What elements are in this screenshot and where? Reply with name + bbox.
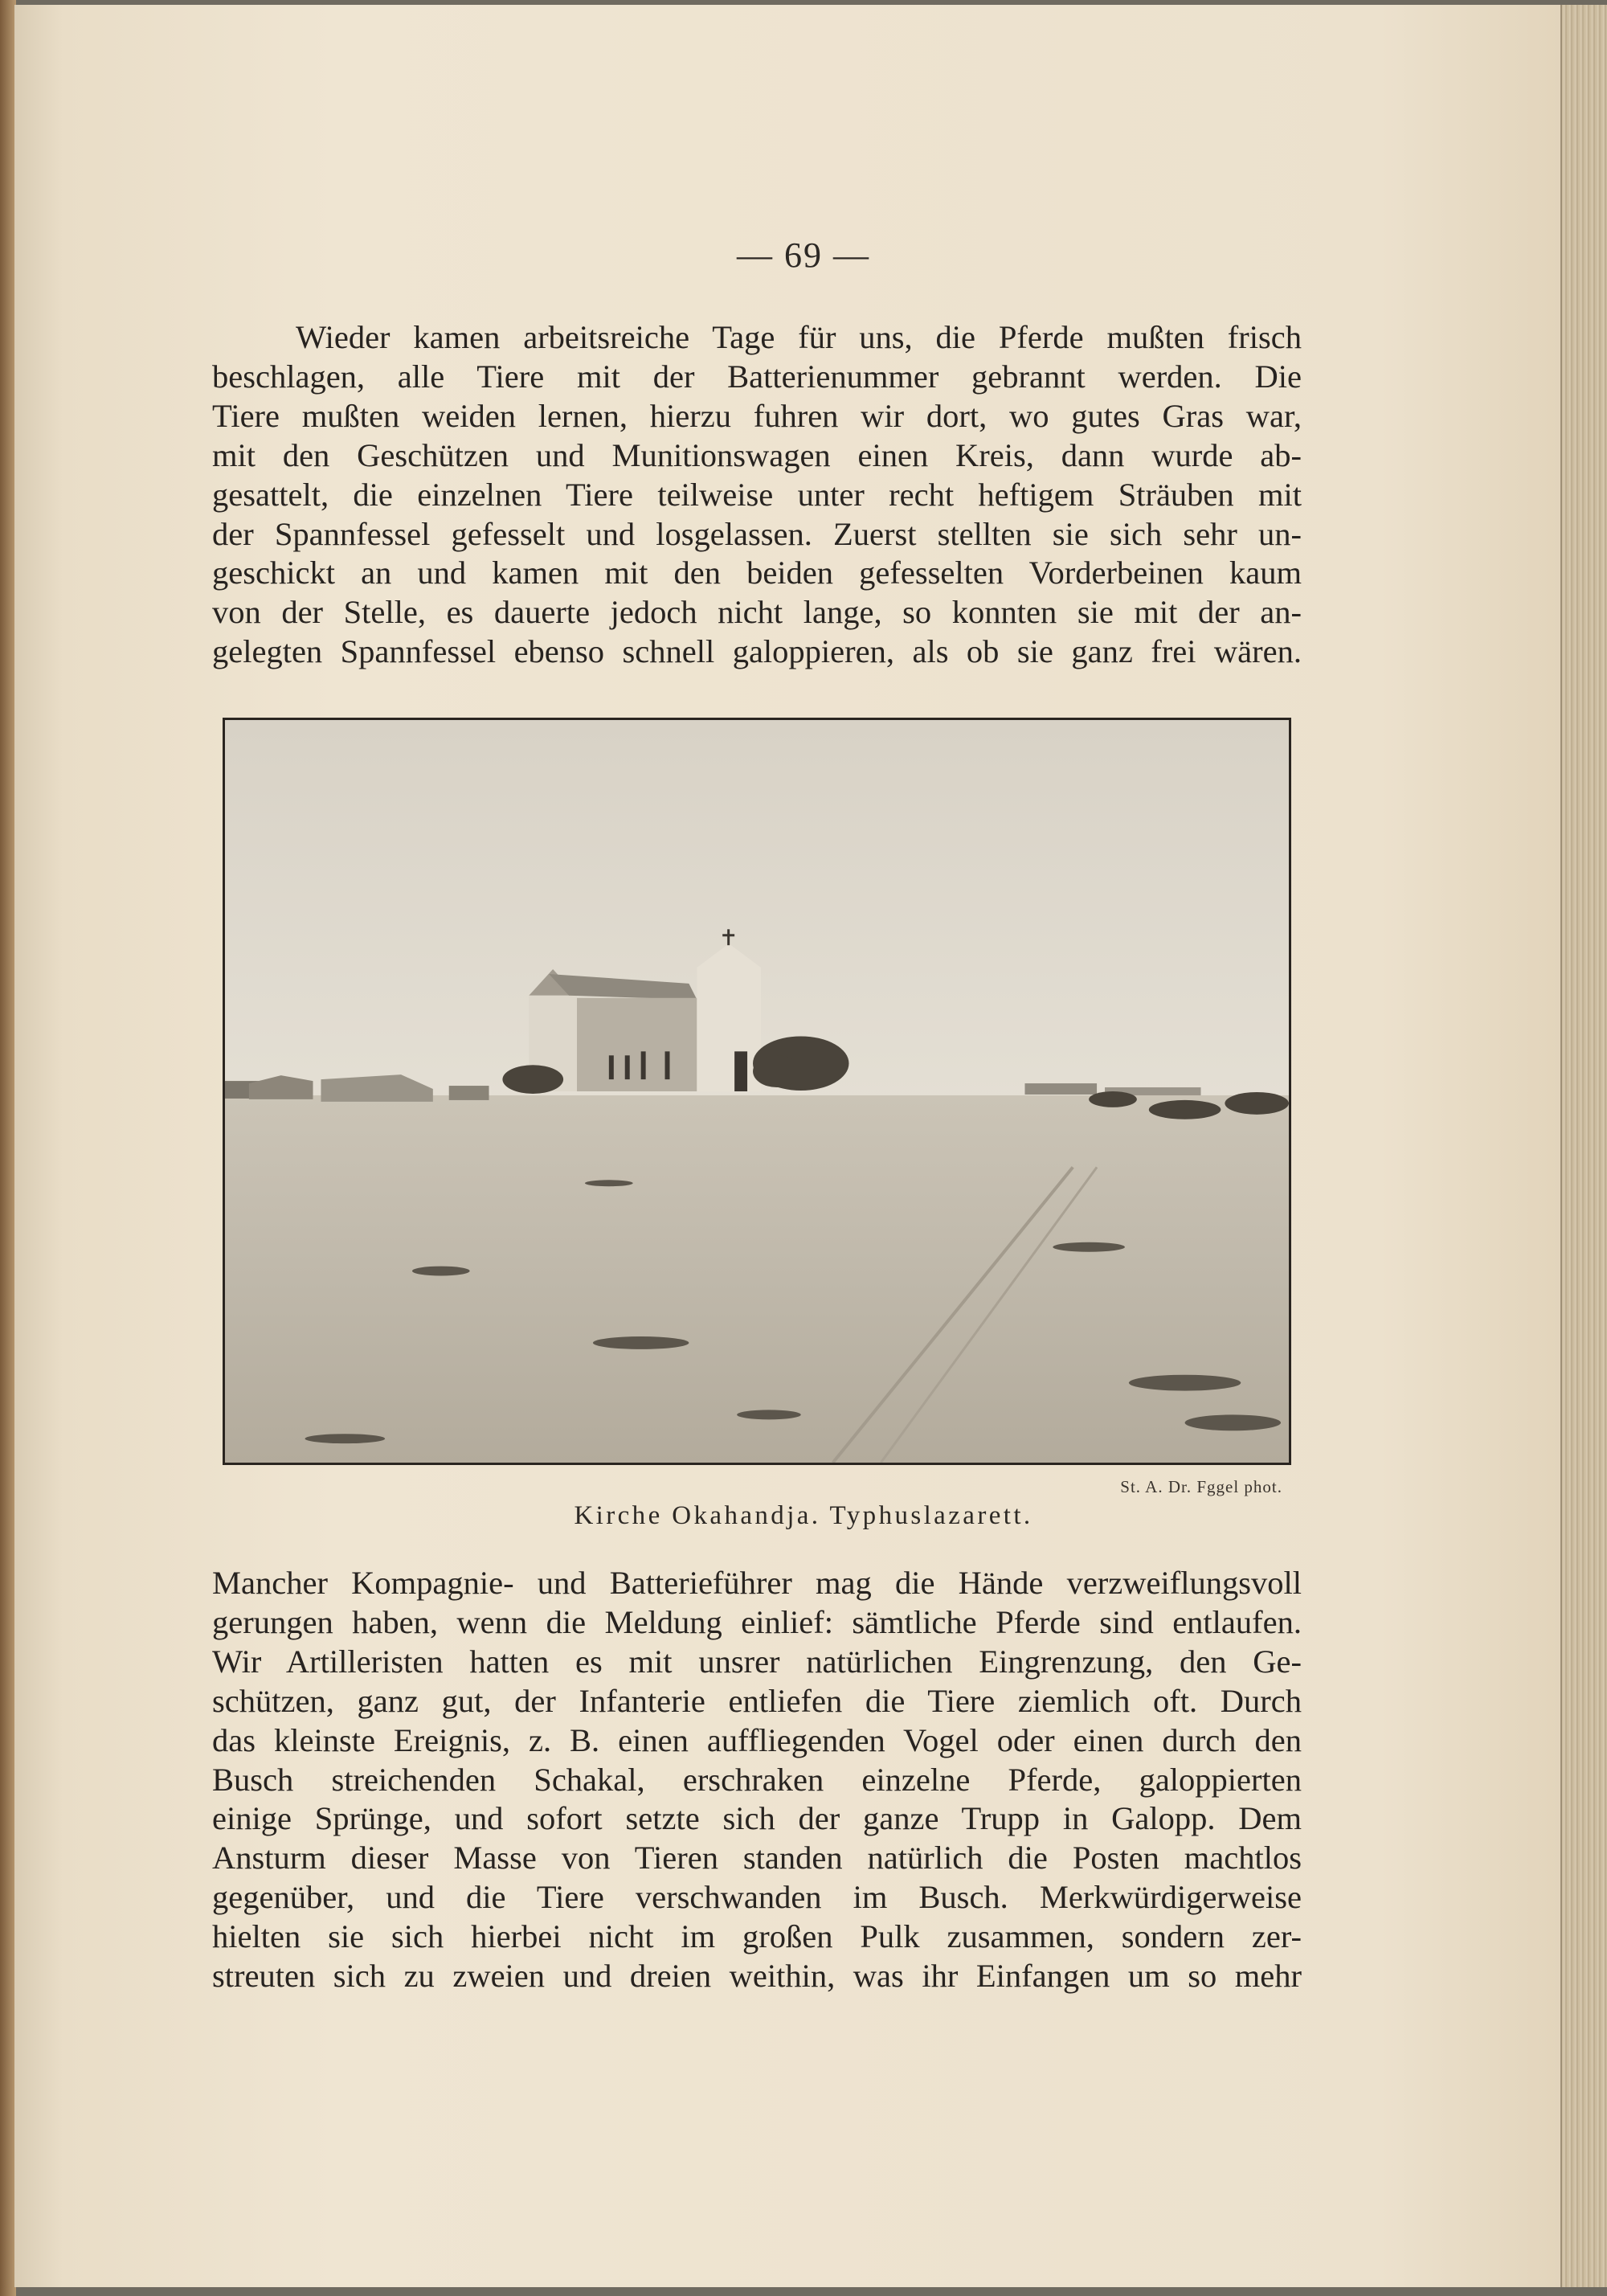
- text-line: streuten sich zu zweien und dreien weithin, was ihr Einfangen um so mehr: [212, 1958, 1302, 1995]
- photo-credit: St. A. Dr. Fggel phot.: [1120, 1477, 1282, 1496]
- text-line: einige Sprünge, und sofort setzte sich der ganze Trupp in Galopp. Dem: [212, 1800, 1302, 1837]
- text-line: Mancher Kompagnie- und Batterieführer mag die Hände verzweiflungsvoll: [212, 1565, 1302, 1601]
- page-edges: [1560, 5, 1607, 2287]
- text-line: geschickt an und kamen mit den beiden gefesselten Vorderbeinen kaum: [212, 555, 1302, 591]
- text-line: das kleinste Ereignis, z. B. einen auffliegenden Vogel oder einen durch den: [212, 1721, 1302, 1758]
- text-line: von der Stelle, es dauerte jedoch nicht lange, so konnten sie mit der an-: [212, 594, 1302, 631]
- figure-caption: Kirche Okahandja. Typhuslazarett.: [574, 1501, 1033, 1530]
- text-line: Busch streichenden Schakal, erschraken einzelne Pferde, galoppierten: [212, 1761, 1302, 1798]
- text-line: schützen, ganz gut, der Infanterie entliefen die Tiere ziemlich oft. Durch: [212, 1682, 1302, 1719]
- text-line: mit den Geschützen und Munitionswagen einen Kreis, dann wurde ab-: [212, 436, 1302, 473]
- text-line: beschlagen, alle Tiere mit der Batterienummer gebrannt werden. Die: [212, 358, 1302, 395]
- text-line: Wir Artilleristen hatten es mit unsrer natürlichen Eingrenzung, den Ge-: [212, 1643, 1302, 1680]
- text-line: Ansturm dieser Masse von Tieren standen natürlich die Posten machtlos: [212, 1840, 1302, 1876]
- text-line: der Spannfessel gefesselt und losgelassen. Zuerst stellten sie sich sehr un-: [212, 515, 1302, 552]
- text-line: Wieder kamen arbeitsreiche Tage für uns, die Pferde mußten frisch: [296, 319, 1302, 355]
- text-line: gelegten Spannfessel ebenso schnell galoppieren, als ob sie ganz frei wären.: [212, 633, 1302, 670]
- page-number: — 69 —: [737, 235, 870, 275]
- text-line: Tiere mußten weiden lernen, hierzu fuhren wir dort, wo gutes Gras war,: [212, 397, 1302, 434]
- text-line: gegenüber, und die Tiere verschwanden im Busch. Merkwürdigerweise: [212, 1879, 1302, 1916]
- book-binding: [0, 0, 16, 2296]
- paragraph-1: [212, 318, 1302, 672]
- text-line: gesattelt, die einzelnen Tiere teilweise unter recht heftigem Sträuben mit: [212, 476, 1302, 513]
- text-line: hielten sie sich hierbei nicht im großen Pulk zusammen, sondern zer-: [212, 1918, 1302, 1955]
- text-line: gerungen haben, wenn die Meldung einlief: sämtliche Pferde sind entlaufen.: [212, 1603, 1302, 1640]
- ground: [225, 1095, 1289, 1463]
- church-photograph: [223, 718, 1291, 1465]
- photo-drawing: [225, 720, 1289, 1463]
- paragraph-2: [212, 1564, 1302, 1996]
